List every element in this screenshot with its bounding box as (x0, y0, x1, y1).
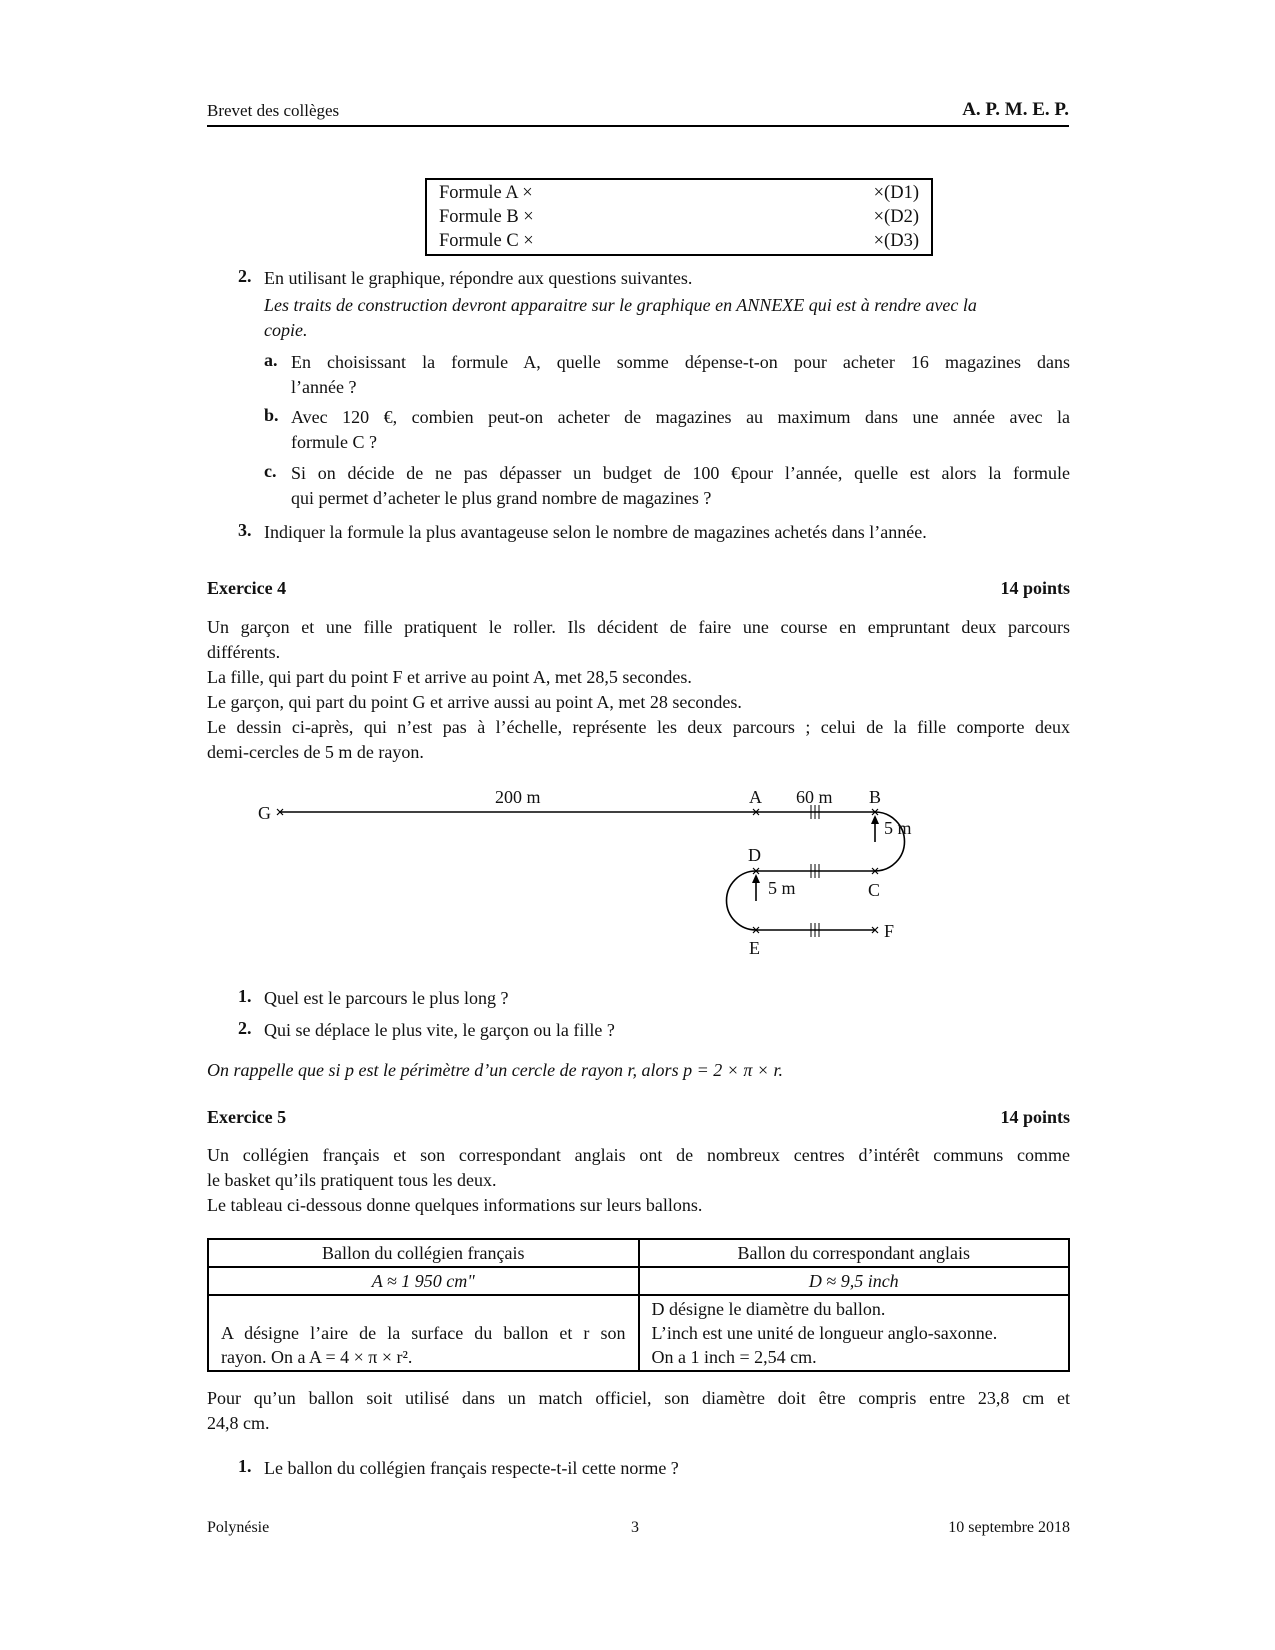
header-right: A. P. M. E. P. (962, 99, 1069, 120)
q2a-text: En choisissant la formule A, quelle somme dépense-t-on pour acheter 16 magazines dans l’année ? (291, 352, 1070, 397)
table-desc-fr: A désigne l’aire de la surface du ballon et r son rayon. On a A = 4 × π × r². (208, 1295, 639, 1371)
q2b-label: b. (264, 405, 279, 425)
table-header-fr: Ballon du collégien français (208, 1239, 639, 1267)
point-A: A (749, 787, 762, 807)
formula-row: Formule B × ×(D2) (439, 207, 919, 227)
radius-label-1: 5 m (884, 818, 912, 838)
footer-left: Polynésie (207, 1519, 270, 1536)
ex4-intro: Un garçon et une fille pratiquent le roller. Ils décident de faire une course en empruntant deux parcours différents. La fille, qui part du point F et arrive au point A, met 28,5 secondes. Le garçon, qui part du point G et arrive aussi au point A, met 28 secondes. Le dessin ci-après, qui n’est pas à l’échelle, représente les deux parcours ; celui de la fille comporte deux demi-cercles de 5 m de rayon. (207, 617, 1070, 762)
page-number: 3 (631, 1519, 639, 1536)
q2b-text: Avec 120 €, combien peut-on acheter de magazines au maximum dans une année avec la formule C ? (291, 407, 1070, 452)
point-G: G (258, 803, 271, 823)
ex5-points: 14 points (1000, 1107, 1070, 1127)
point-E: E (749, 938, 760, 958)
table-value-en: D ≈ 9,5 inch (639, 1267, 1070, 1295)
radius-label-2: 5 m (768, 878, 796, 898)
ex4-reminder: On rappelle que si p est le périmètre d’un cercle de rayon r, alors p = 2 × π × r. (207, 1060, 784, 1080)
ex4-q2-text: Qui se déplace le plus vite, le garçon ou la fille ? (264, 1020, 615, 1040)
table-row (208, 1295, 1069, 1371)
q3-text: Indiquer la formule la plus avantageuse selon le nombre de magazines achetés dans l’année. (264, 522, 927, 542)
q2a-label: a. (264, 350, 278, 370)
ex5-title: Exercice 5 (207, 1107, 287, 1127)
ex4-q2-number: 2. (238, 1018, 252, 1038)
q2c-text: Si on décide de ne pas dépasser un budget de 100 €pour l’année, quelle est alors la formule qui permet d’acheter le plus grand nombre de magazines ? (291, 463, 1070, 508)
table-row (208, 1267, 1069, 1295)
q2-number: 2. (238, 266, 252, 286)
table-value-fr: A ≈ 1 950 cm" (208, 1267, 639, 1295)
distance-60m: 60 m (796, 787, 833, 807)
ex4-q1-text: Quel est le parcours le plus long ? (264, 988, 509, 1008)
point-C: C (868, 880, 881, 900)
q2-note: Les traits de construction devront apparaitre sur le graphique en ANNEXE qui est à rendre avec la copie. (264, 295, 977, 340)
ex4-title: Exercice 4 (207, 578, 287, 598)
table-row (208, 1239, 1069, 1267)
ballon-table (207, 1238, 1070, 1372)
point-D: D (748, 845, 761, 865)
table-header-en: Ballon du correspondant anglais (639, 1239, 1070, 1267)
ex4-q1-number: 1. (238, 986, 252, 1006)
ex5-q1-text: Le ballon du collégien français respecte-t-il cette norme ? (264, 1458, 679, 1478)
q2-text: En utilisant le graphique, répondre aux questions suivantes. (264, 268, 693, 288)
ex4-points: 14 points (1000, 578, 1070, 598)
point-B: B (869, 787, 882, 807)
formula-row: Formule A × ×(D1) (439, 183, 919, 203)
table-desc-en: D désigne le diamètre du ballon. L’inch est une unité de longueur anglo-saxonne. On a 1 inch = 2,54 cm. (639, 1295, 1070, 1371)
footer-date: 10 septembre 2018 (948, 1519, 1070, 1536)
distance-200m: 200 m (495, 787, 541, 807)
header-left: Brevet des collèges (207, 101, 340, 120)
ex5-norm: Pour qu’un ballon soit utilisé dans un match officiel, son diamètre doit être compris entre 23,8 cm et 24,8 cm. (207, 1388, 1070, 1433)
q3-number: 3. (238, 520, 252, 540)
formula-row: Formule C × ×(D3) (439, 231, 919, 251)
semicircle-D-E (727, 871, 757, 930)
point-F: F (884, 921, 895, 941)
ex5-q1-number: 1. (238, 1456, 252, 1476)
ex5-intro: Un collégien français et son correspondant anglais ont de nombreux centres d’intérêt communs comme le basket qu’ils pratiquent tous les deux. Le tableau ci-dessous donne quelques informations sur leurs ballons. (207, 1145, 1070, 1215)
q2c-label: c. (264, 461, 277, 481)
